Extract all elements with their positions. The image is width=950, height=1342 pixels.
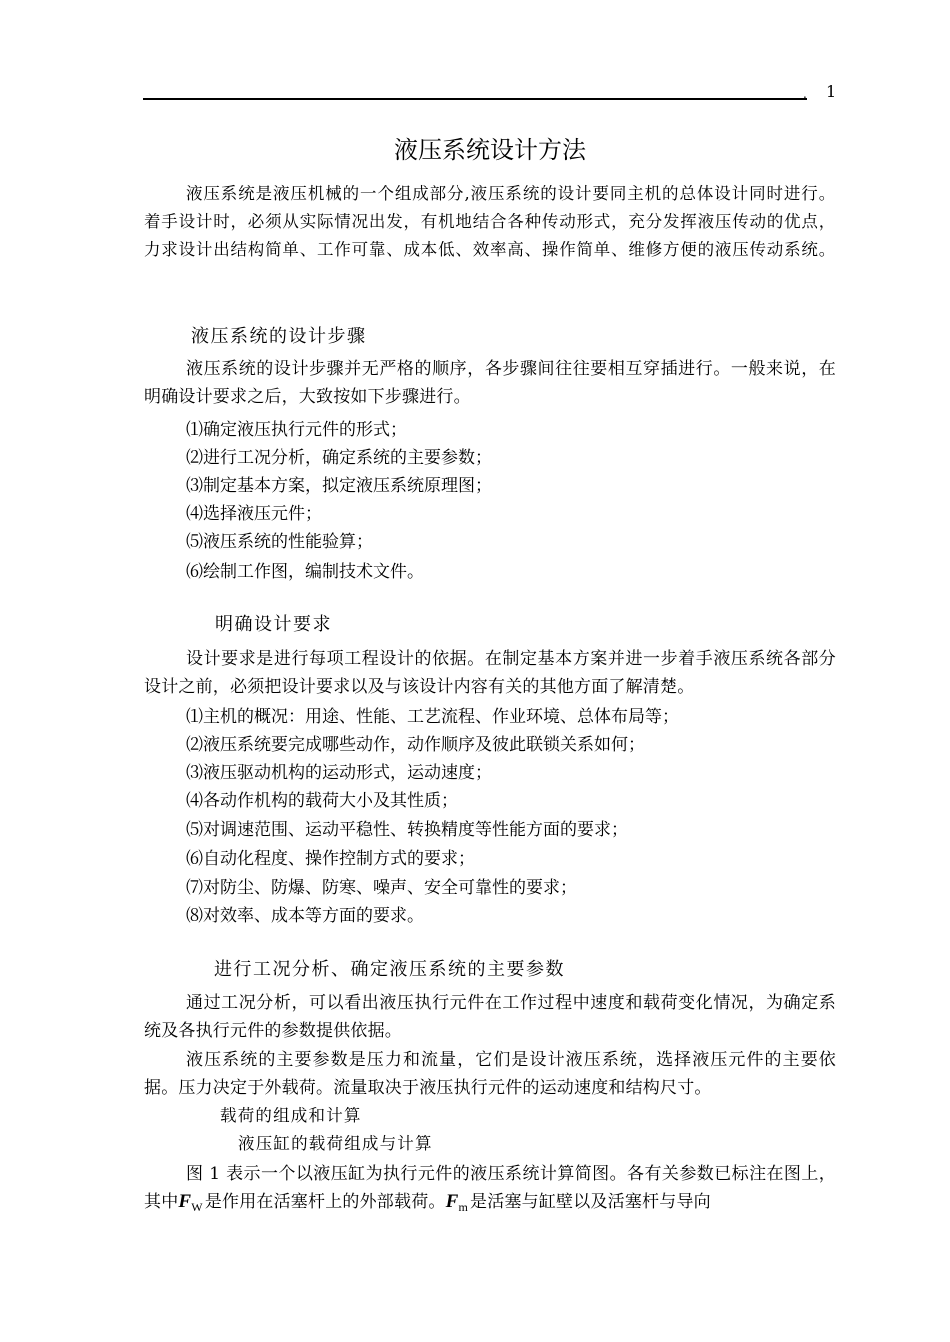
requirement-item: ⑴主机的概况：用途、性能、工艺流程、作业环境、总体布局等； <box>186 707 679 727</box>
friction-load-symbol: F <box>445 1191 459 1212</box>
step-item: ⑷选择液压元件； <box>186 504 322 524</box>
friction-load-subscript: m <box>458 1200 469 1214</box>
section-heading-operating-analysis: 进行工况分析、确定液压系统的主要参数 <box>214 959 565 980</box>
text-run: 是活塞与缸壁以及活塞杆与导向 <box>470 1192 711 1212</box>
page-title: 液压系统设计方法 <box>394 136 586 164</box>
requirement-item: ⑶液压驱动机构的运动形式，运动速度； <box>186 763 492 783</box>
requirement-item: ⑷各动作机构的载荷大小及其性质； <box>186 791 458 811</box>
requirement-item: ⑺对防尘、防爆、防寒、噪声、安全可靠性的要求； <box>186 878 577 898</box>
requirement-item: ⑵液压系统要完成哪些动作，动作顺序及彼此联锁关系如何； <box>186 735 645 755</box>
design-steps-paragraph: 液压系统的设计步骤并无严格的顺序，各步骤间往往要相互穿插进行。一般来说，在明确设计要求之后，大致按如下步骤进行。 <box>144 359 836 407</box>
step-item: ⑵进行工况分析，确定系统的主要参数； <box>186 448 492 468</box>
requirement-item: ⑸对调速范围、运动平稳性、转换精度等性能方面的要求； <box>186 820 628 840</box>
header-rule <box>143 98 807 100</box>
text-run: 图 1 表示一个以液压缸为执行元件的液压系统计算简图。各有关参数已标注在图上，其中 <box>144 1164 836 1212</box>
subheading-load-composition: 载荷的组成和计算 <box>220 1106 362 1125</box>
step-item: ⑴确定液压执行元件的形式； <box>186 420 407 440</box>
figure-description-paragraph <box>144 1160 836 1221</box>
requirement-item: ⑻对效率、成本等方面的要求。 <box>186 906 424 926</box>
page-number: 1 <box>826 82 837 101</box>
operating-analysis-paragraph: 通过工况分析，可以看出液压执行元件在工作过程中速度和载荷变化情况，为确定系统及各执行元件的参数提供依据。 <box>144 993 836 1041</box>
requirement-item: ⑹自动化程度、操作控制方式的要求； <box>186 849 475 869</box>
section-heading-requirements: 明确设计要求 <box>215 614 332 635</box>
step-item: ⑶制定基本方案，拟定液压系统原理图； <box>186 476 492 496</box>
header-rule-end-dot: . <box>803 87 807 101</box>
subheading-cylinder-load: 液压缸的载荷组成与计算 <box>238 1134 433 1153</box>
section-heading-design-steps: 液压系统的设计步骤 <box>191 326 367 347</box>
external-load-subscript: W <box>191 1200 203 1214</box>
step-item: ⑸液压系统的性能验算； <box>186 532 373 552</box>
main-parameters-paragraph: 液压系统的主要参数是压力和流量，它们是设计液压系统，选择液压元件的主要依据。压力决定于外载荷。流量取决于液压执行元件的运动速度和结构尺寸。 <box>144 1050 836 1098</box>
external-load-symbol: F <box>178 1191 192 1212</box>
step-item: ⑹绘制工作图，编制技术文件。 <box>186 562 424 582</box>
text-run: 是作用在活塞杆上的外部载荷。 <box>204 1192 446 1212</box>
intro-paragraph: 液压系统是液压机械的一个组成部分,液压系统的设计要同主机的总体设计同时进行。着手设计时，必须从实际情况出发，有机地结合各种传动形式，充分发挥液压传动的优点，力求设计出结构简单、工作可靠、成本低、效率高、操作简单、维修方便的液压传动系统。 <box>144 184 836 259</box>
requirements-paragraph: 设计要求是进行每项工程设计的依据。在制定基本方案并进一步着手液压系统各部分设计之前，必须把设计要求以及与该设计内容有关的其他方面了解清楚。 <box>144 649 836 697</box>
